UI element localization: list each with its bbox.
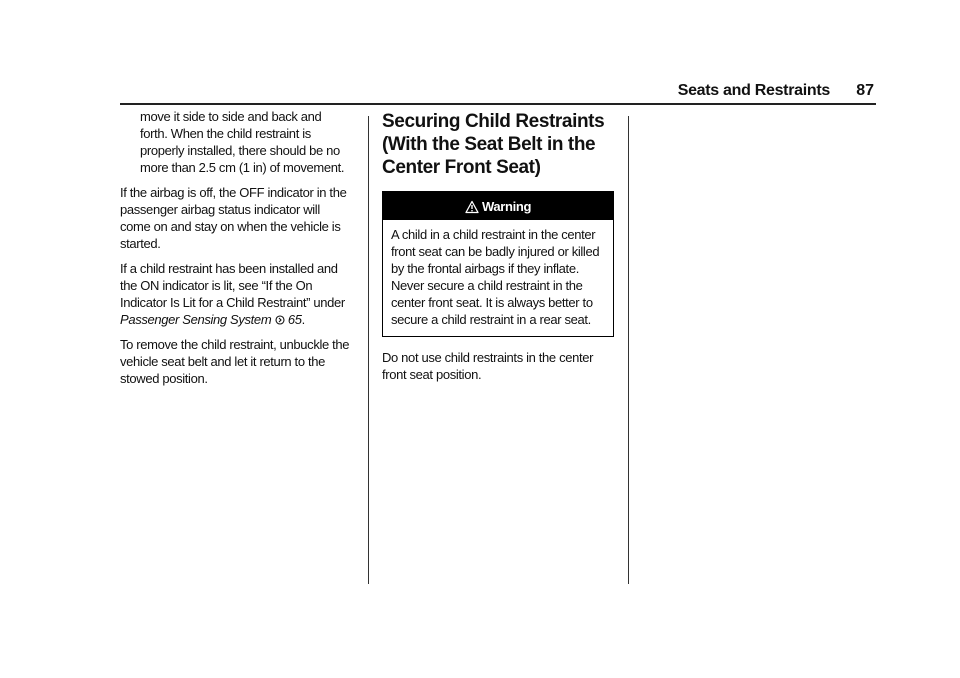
- section-heading: Securing Child Restraints (With the Seat Belt in the Center Front Seat): [382, 111, 605, 178]
- right-column: [382, 108, 614, 391]
- warning-label: Warning: [481, 199, 532, 214]
- center-seat-paragraph: Do not use child restraints in the center front seat position.: [382, 350, 594, 382]
- on-indicator-lead: If a child restraint has been installed and the ON indicator is lit, see “If the On Indicator Is Lit for a Child Restraint” under: [120, 261, 345, 310]
- section-title: Seats and Restraints: [677, 82, 830, 99]
- page-header: [120, 82, 876, 104]
- remove-restraint-paragraph: To remove the child restraint, unbuckle the vehicle seat belt and let it return to the stowed position.: [120, 337, 350, 386]
- page-number: 87: [856, 82, 874, 99]
- warning-box: [382, 191, 614, 337]
- passenger-sensing-link[interactable]: Passenger Sensing System: [120, 312, 272, 327]
- warning-header: [383, 192, 613, 220]
- header-rule: [120, 103, 876, 105]
- crossref-arrow-icon: [275, 312, 285, 327]
- column-divider-left: [368, 116, 369, 584]
- warning-triangle-icon: [465, 200, 479, 214]
- warning-body: A child in a child restraint in the center front seat can be badly injured or killed by the frontal airbags if they inflate. Never secure a child restraint in the center front seat. It is always better to secure a child restraint in a rear seat.: [391, 227, 600, 327]
- left-column: [120, 108, 352, 395]
- on-indicator-end: .: [301, 312, 305, 327]
- continued-text: move it side to side and back and forth. When the child restraint is properly installed, there should be no more than 2.5 cm (1 in) of movement.: [140, 109, 345, 175]
- column-divider-right: [628, 116, 629, 584]
- crossref-page[interactable]: 65: [287, 312, 302, 327]
- on-indicator-paragraph: [120, 260, 352, 328]
- airbag-off-paragraph: If the airbag is off, the OFF indicator in the passenger airbag status indicator will come on and stay on when the vehicle is started.: [120, 185, 347, 251]
